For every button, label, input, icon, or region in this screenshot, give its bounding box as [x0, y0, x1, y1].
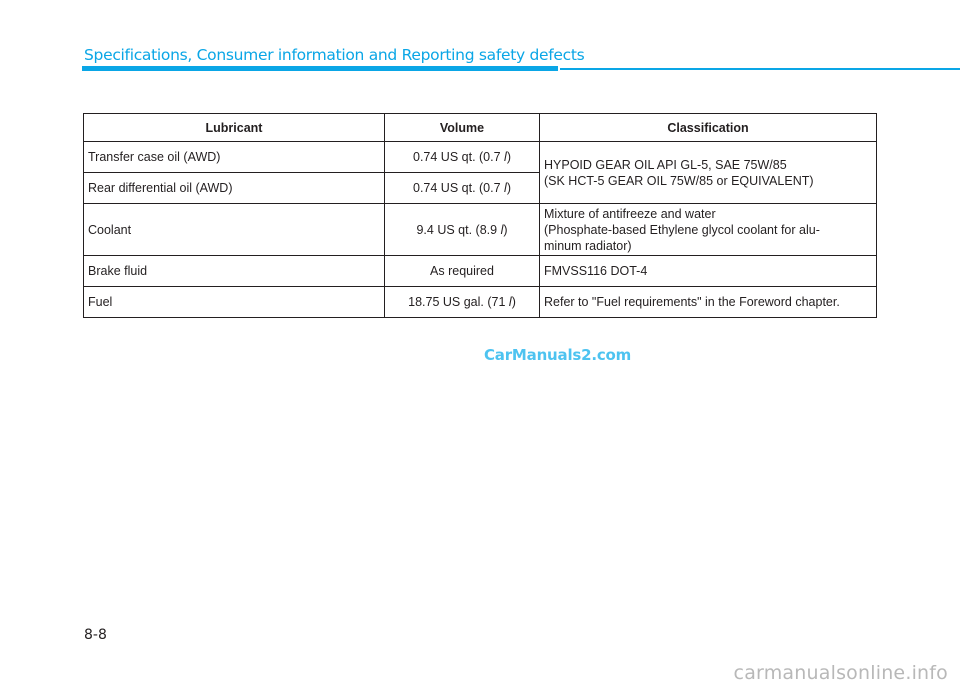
header-rule-thin [560, 68, 960, 70]
page-number: 8-8 [84, 627, 107, 643]
table-row [84, 142, 877, 173]
lubricant-table [83, 113, 877, 318]
table-row [84, 256, 877, 287]
gear-oil-classification-cell: HYPOID GEAR OIL API GL-5, SAE 75W/85 (SK HCT-5 GEAR OIL 75W/85 or EQUIVALENT) [540, 142, 877, 204]
watermark-link[interactable]: CarManuals2.com [484, 346, 632, 364]
header-lubricant: Lubricant [84, 114, 385, 142]
volume-cell: 18.75 US gal. (71 l) [385, 287, 540, 318]
lubricant-cell: Fuel [84, 287, 385, 318]
lubricant-cell: Transfer case oil (AWD) [84, 142, 385, 173]
volume-cell: 0.74 US qt. (0.7 l) [385, 173, 540, 204]
header-classification: Classification [540, 114, 877, 142]
lubricant-cell: Brake fluid [84, 256, 385, 287]
lubricant-cell: Rear differential oil (AWD) [84, 173, 385, 204]
volume-cell: As required [385, 256, 540, 287]
lubricant-cell: Coolant [84, 204, 385, 256]
table-header-row [84, 114, 877, 142]
header-volume: Volume [385, 114, 540, 142]
classification-cell: FMVSS116 DOT-4 [540, 256, 877, 287]
volume-cell: 9.4 US qt. (8.9 l) [385, 204, 540, 256]
volume-cell: 0.74 US qt. (0.7 l) [385, 142, 540, 173]
classification-cell: Refer to "Fuel requirements" in the Foreword chapter. [540, 287, 877, 318]
coolant-classification-cell: Mixture of antifreeze and water (Phosphate-based Ethylene glycol coolant for alu- minum radiator) [540, 204, 877, 256]
footer-watermark: carmanualsonline.info [733, 662, 948, 684]
section-header: Specifications, Consumer information and Reporting safety defects [84, 46, 585, 64]
table-row [84, 204, 877, 256]
table-row [84, 287, 877, 318]
header-rule-thick [82, 66, 558, 71]
